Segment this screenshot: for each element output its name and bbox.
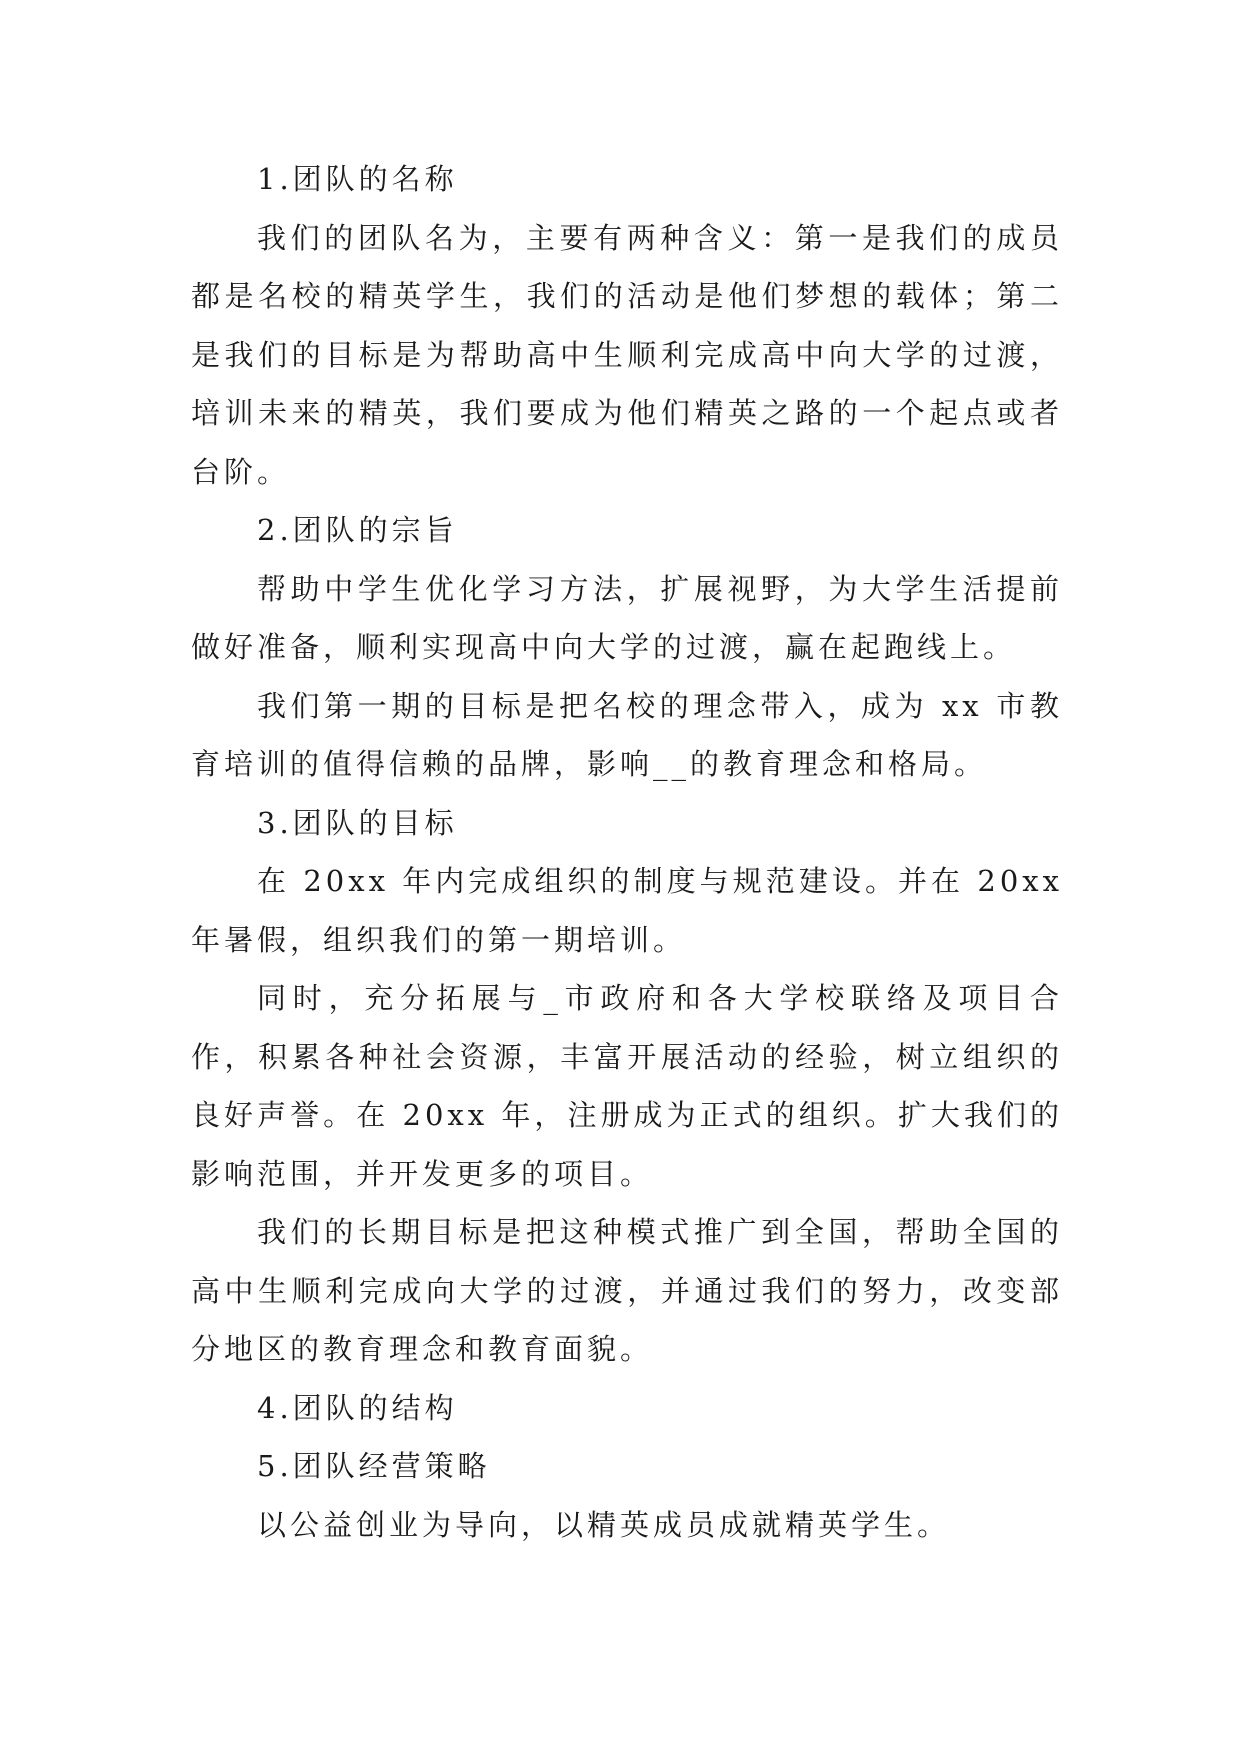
paragraph-business-strategy: 以公益创业为导向，以精英成员成就精英学生。 [257,1507,951,1542]
section-heading-team-name: 1.团队的名称 [257,162,458,196]
paragraph-team-name-meaning: 我们的团队名为，主要有两种含义：第一是我们的成员都是名校的精英学生，我们的活动是他们梦想的载体；第二是我们的目标是为帮助高中生顺利完成高中向大学的过渡，培训未来的精英，我们要成为他们精英之路的一个起点或者台阶。 [191,220,1063,489]
document-page [191,150,1063,1554]
paragraph-goals-year: 在 20xx 年内完成组织的制度与规范建设。并在 20xx 年暑假，组织我们的第一期培训。 [191,864,1063,957]
paragraph-team-purpose: 帮助中学生优化学习方法，扩展视野，为大学生活提前做好准备，顺利实现高中向大学的过渡，赢在起跑线上。 [191,571,1063,664]
section-heading-team-goals: 3.团队的目标 [257,805,458,840]
paragraph-long-term-goal: 我们的长期目标是把这种模式推广到全国，帮助全国的高中生顺利完成向大学的过渡，并通过我们的努力，改变部分地区的教育理念和教育面貌。 [191,1215,1063,1366]
section-heading-team-purpose: 2.团队的宗旨 [257,513,458,547]
section-heading-business-strategy: 5.团队经营策略 [257,1449,491,1483]
section-heading-team-structure: 4.团队的结构 [257,1390,458,1425]
paragraph-goals-cooperation: 同时，充分拓展与_市政府和各大学校联络及项目合作，积累各种社会资源，丰富开展活动的经验，树立组织的良好声誉。在 20xx 年，注册成为正式的组织。扩大我们的影响范围，并开发更多的项目。 [191,981,1063,1191]
paragraph-first-phase-goal: 我们第一期的目标是把名校的理念带入，成为 xx 市教育培训的值得信赖的品牌，影响__的教育理念和格局。 [191,688,1063,781]
